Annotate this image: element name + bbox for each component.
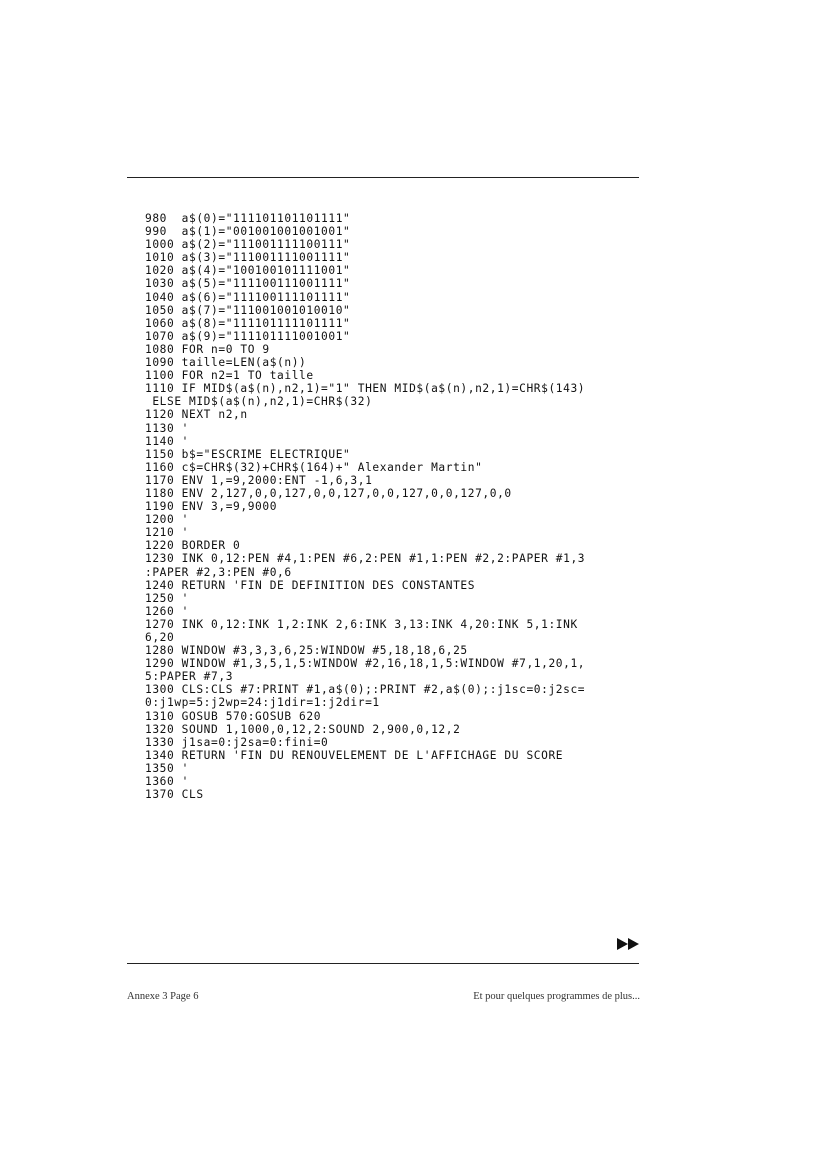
code-line: 1090 taille=LEN(a$(n)): [145, 356, 307, 370]
code-line: 1200 ': [145, 513, 190, 527]
code-line: 1060 a$(8)="111101111101111": [145, 316, 351, 330]
code-line: 1310 GOSUB 570:GOSUB 620: [145, 709, 322, 723]
basic-code-listing: [145, 212, 665, 801]
bottom-rule: [127, 963, 639, 964]
footer-page-label: Annexe 3 Page 6: [127, 991, 199, 1002]
code-line: 1150 b$="ESCRIME ELECTRIQUE": [145, 447, 351, 461]
code-line: 1260 ': [145, 604, 190, 618]
code-line: 1110 IF MID$(a$(n),n2,1)="1" THEN MID$(a$(n),n2,1)=CHR$(143): [145, 382, 586, 396]
code-line: 1190 ENV 3,=9,9000: [145, 500, 278, 514]
code-line: 1130 ': [145, 421, 190, 435]
code-line: 1350 ': [145, 761, 190, 775]
code-line: 1170 ENV 1,=9,2000:ENT -1,6,3,1: [145, 473, 373, 487]
code-line: 1140 ': [145, 434, 190, 448]
code-line: 0:j1wp=5:j2wp=24:j1dir=1:j2dir=1: [145, 696, 380, 710]
code-line: 1040 a$(6)="111100111101111": [145, 290, 351, 304]
code-line: 1360 ': [145, 775, 190, 789]
code-line: 1020 a$(4)="100100101111001": [145, 264, 351, 278]
code-line: 1000 a$(2)="111001111100111": [145, 238, 351, 252]
code-line: 1290 WINDOW #1,3,5,1,5:WINDOW #2,16,18,1,5:WINDOW #7,1,20,1,: [145, 657, 586, 671]
code-line: 990 a$(1)="001001001001001": [145, 225, 351, 239]
code-line: 980 a$(0)="111101101101111": [145, 212, 351, 225]
code-line: 1370 CLS: [145, 788, 204, 802]
code-line: 1160 c$=CHR$(32)+CHR$(164)+" Alexander Martin": [145, 460, 483, 474]
code-line: 1240 RETURN 'FIN DE DEFINITION DES CONSTANTES: [145, 578, 476, 592]
code-line: 1210 ': [145, 526, 190, 540]
code-line: 1340 RETURN 'FIN DU RENOUVELEMENT DE L'AFFICHAGE DU SCORE: [145, 748, 564, 762]
code-line: 1050 a$(7)="111001001010010": [145, 303, 351, 317]
code-line: 1320 SOUND 1,1000,0,12,2:SOUND 2,900,0,12,2: [145, 722, 461, 736]
code-line: 1120 NEXT n2,n: [145, 408, 248, 422]
code-line: 6,20: [145, 631, 175, 644]
code-line: 5:PAPER #7,3: [145, 670, 234, 684]
code-line: 1270 INK 0,12:INK 1,2:INK 2,6:INK 3,13:INK 4,20:INK 5,1:INK: [145, 617, 578, 631]
code-line: 1300 CLS:CLS #7:PRINT #1,a$(0);:PRINT #2,a$(0);:j1sc=0:j2sc=: [145, 683, 586, 697]
code-line: 1100 FOR n2=1 TO taille: [145, 369, 314, 383]
code-line: ELSE MID$(a$(n),n2,1)=CHR$(32): [145, 395, 373, 409]
code-line: 1070 a$(9)="111101111001001": [145, 329, 351, 343]
code-line: 1030 a$(5)="111100111001111": [145, 277, 351, 291]
code-line: 1220 BORDER 0: [145, 539, 241, 553]
code-line: 1330 j1sa=0:j2sa=0:fini=0: [145, 735, 329, 749]
code-line: 1230 INK 0,12:PEN #4,1:PEN #6,2:PEN #1,1:PEN #2,2:PAPER #1,3: [145, 552, 586, 566]
footer-book-title: Et pour quelques programmes de plus...: [473, 991, 640, 1002]
code-line: 1180 ENV 2,127,0,0,127,0,0,127,0,0,127,0,0,127,0,0: [145, 486, 512, 500]
code-line: 1250 ': [145, 591, 190, 605]
code-line: 1280 WINDOW #3,3,3,6,25:WINDOW #5,18,18,6,25: [145, 644, 468, 658]
double-arrow-right-icon: [617, 937, 641, 951]
top-rule: [127, 177, 639, 178]
code-line: :PAPER #2,3:PEN #0,6: [145, 565, 292, 579]
code-line: 1010 a$(3)="111001111001111": [145, 251, 351, 265]
code-line: 1080 FOR n=0 TO 9: [145, 342, 270, 356]
